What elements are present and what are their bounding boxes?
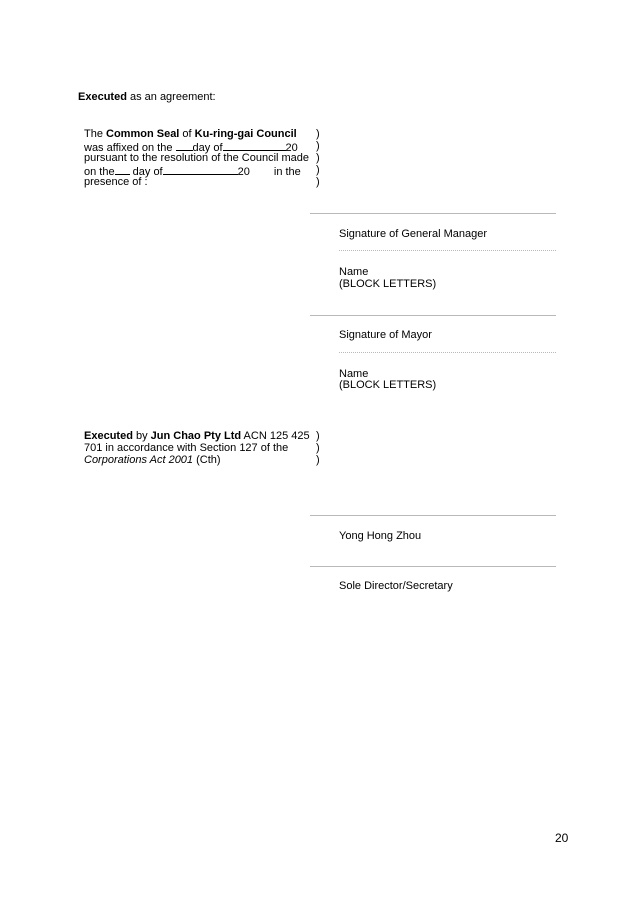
day-blank-1[interactable] [176, 140, 193, 151]
council-line2-text-a: was affixed on the [84, 142, 176, 154]
council-line4-year: 20 [237, 166, 250, 178]
mayor-signature-label: Signature of Mayor [339, 329, 432, 341]
paren: ) [316, 430, 320, 442]
council-line1-text-c: of [179, 128, 195, 140]
mayor-signature-line[interactable] [310, 315, 556, 316]
director-signature-line[interactable] [310, 515, 556, 516]
gm-block-letters-label: (BLOCK LETTERS) [339, 278, 437, 290]
company-line-1 [84, 430, 310, 443]
paren: ) [316, 176, 320, 188]
company-line-2: 701 in accordance with Section 127 of the [84, 442, 289, 454]
company-executed-bold: Executed [84, 430, 133, 442]
day-blank-2[interactable] [115, 164, 130, 175]
council-line-1 [84, 128, 297, 141]
council-line2-year: 20 [285, 142, 298, 154]
month-blank-1[interactable] [223, 140, 286, 151]
company-by: by [132, 430, 151, 442]
execution-heading [78, 91, 216, 104]
council-line4-in-the: in the [273, 166, 301, 178]
council-line2-day-of: day of [192, 142, 223, 154]
council-name: Ku-ring-gai Council [194, 128, 297, 140]
company-line-3 [84, 454, 221, 467]
council-line4-on-the: on the [84, 166, 115, 178]
heading-executed-bold: Executed [78, 91, 127, 103]
company-acn-a: ACN 125 425 [241, 430, 310, 442]
council-common-seal: Common Seal [106, 128, 180, 140]
council-line-3: pursuant to the resolution of the Council made [84, 152, 310, 164]
paren: ) [316, 128, 320, 140]
company-line3-cth: (Cth) [193, 454, 221, 466]
director-title: Sole Director/Secretary [339, 580, 453, 592]
paren: ) [316, 442, 320, 454]
council-line4-day-of: day of [129, 166, 163, 178]
paren: ) [316, 140, 320, 152]
paren: ) [316, 164, 320, 176]
gm-signature-label: Signature of General Manager [339, 228, 487, 240]
paren: ) [316, 152, 320, 164]
gm-name-line[interactable] [339, 250, 556, 251]
page-number: 20 [555, 831, 569, 845]
paren: ) [316, 454, 320, 466]
corporations-act-title: Corporations Act 2001 [84, 454, 194, 466]
heading-rest: as an agreement: [126, 91, 216, 103]
gm-signature-line[interactable] [310, 213, 556, 214]
gm-name-label: Name [339, 266, 369, 278]
director-title-line[interactable] [310, 566, 556, 567]
mayor-block-letters-label: (BLOCK LETTERS) [339, 379, 437, 391]
company-name: Jun Chao Pty Ltd [150, 430, 242, 442]
mayor-name-label: Name [339, 368, 369, 380]
month-blank-2[interactable] [163, 164, 238, 175]
mayor-name-line[interactable] [339, 352, 556, 353]
council-line-5: presence of : [84, 176, 148, 188]
director-name: Yong Hong Zhou [339, 530, 422, 542]
council-line1-text-a: The [84, 128, 107, 140]
